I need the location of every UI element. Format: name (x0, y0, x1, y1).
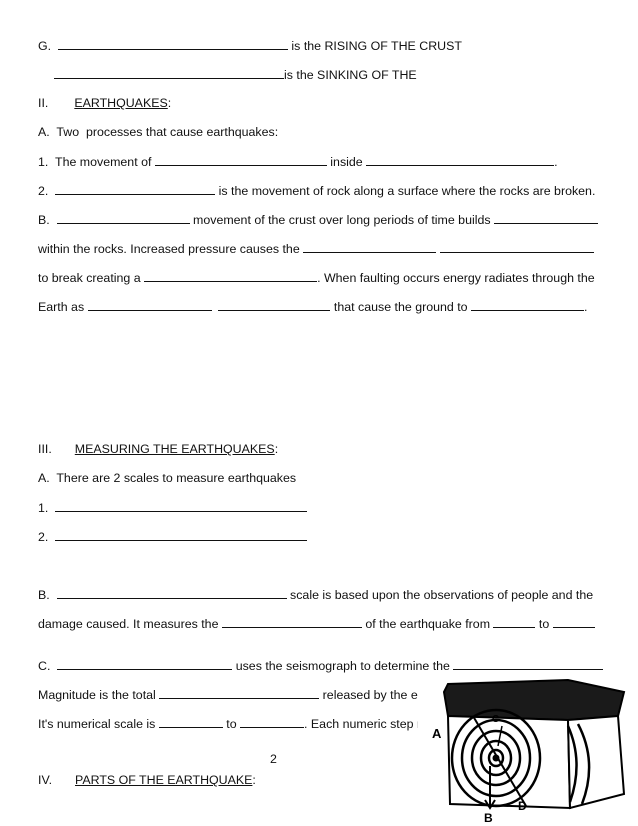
ii-b2-blank-b[interactable] (440, 240, 594, 253)
iii-b2-line (38, 615, 595, 632)
g-rising-text: is the RISING OF THE CRUST (287, 39, 462, 53)
colon: : (274, 442, 279, 456)
ii-2-line (38, 182, 595, 199)
ii-b4-prefix: Earth as (38, 300, 88, 314)
ii-b-line (38, 211, 598, 228)
ii-b-blank-b[interactable] (494, 211, 598, 224)
ii-1-blank-b[interactable] (366, 153, 554, 166)
label-d: D (518, 799, 527, 813)
magnitude-prefix: Magnitude is the total (38, 688, 160, 702)
label-c: C (492, 714, 500, 725)
g-rising-line (38, 37, 462, 54)
iii-2-line (38, 528, 307, 545)
iii-b2-mid: of the earthquake from (361, 617, 494, 631)
ii-1-blank-a[interactable] (155, 153, 327, 166)
section-iii-numeral: III. (38, 442, 52, 456)
iii-1-prefix: 1. (38, 501, 56, 515)
label-a: A (432, 726, 442, 741)
numerical-scale-line (38, 715, 428, 732)
iii-c-prefix: C. (38, 659, 58, 673)
section-ii-numeral: II. (38, 96, 49, 110)
ii-1-end: . (554, 155, 558, 169)
iii-b-line (38, 586, 593, 603)
numerical-blank-a[interactable] (159, 715, 223, 728)
ii-b-prefix: B. (38, 213, 57, 227)
numerical-text: . Each numeric step re (304, 717, 428, 731)
g-sinking-line (54, 66, 417, 83)
iii-c-blank-b[interactable] (453, 657, 603, 670)
magnitude-line (38, 686, 425, 703)
iii-c-line (38, 657, 603, 674)
focus-point (493, 755, 500, 762)
ii-1-prefix: 1. The movement of (38, 155, 155, 169)
measuring-heading: MEASURING THE EARTHQUAKES (74, 442, 275, 456)
iii-1-blank[interactable] (55, 499, 307, 512)
colon: : (167, 96, 172, 110)
ii-b4-line (38, 298, 587, 315)
ii-2-text: is the movement of rock along a surface where the rocks are broken. (215, 184, 596, 198)
iii-2-prefix: 2. (38, 530, 56, 544)
iii-2-blank[interactable] (55, 528, 307, 541)
section-iv-heading (38, 772, 256, 788)
ii-1-line (38, 153, 558, 170)
iii-b-text: scale is based upon the observations of people and the (286, 588, 594, 602)
iii-b2-blank-b[interactable] (493, 615, 535, 628)
g-sinking-blank[interactable] (54, 66, 284, 79)
ii-b-text: movement of the crust over long periods of time builds (189, 213, 494, 227)
magnitude-text: released by the ea (319, 688, 425, 702)
ii-b2-blank-a[interactable] (303, 240, 436, 253)
section-iv-numeral: IV. (38, 773, 53, 787)
iii-b2-prefix: damage caused. It measures the (38, 617, 222, 631)
iii-1-line (38, 499, 307, 516)
ii-b4-mid: that cause the ground to (330, 300, 472, 314)
ii-b4-blank-a[interactable] (88, 298, 212, 311)
ii-2-prefix: 2. (38, 184, 56, 198)
ii-b2-text: within the rocks. Increased pressure causes the (38, 242, 304, 256)
ii-b4-blank-c[interactable] (471, 298, 584, 311)
iii-c-text: uses the seismograph to determine the (232, 659, 454, 673)
earthquake-diagram (418, 676, 633, 826)
section-ii-heading (38, 95, 171, 111)
numerical-prefix: It's numerical scale is (38, 717, 159, 731)
ii-b2-line (38, 240, 594, 257)
ii-2-blank[interactable] (55, 182, 215, 195)
ii-b3-prefix: to break creating a (38, 271, 145, 285)
crust-surface (444, 680, 624, 720)
iii-b-prefix: B. (38, 588, 57, 602)
iii-a-line: A. There are 2 scales to measure earthquakes (38, 471, 297, 485)
ii-b3-blank[interactable] (144, 269, 317, 282)
iii-c-blank-a[interactable] (57, 657, 232, 670)
ii-1-mid: inside (326, 155, 367, 169)
page-number: 2 (270, 752, 277, 766)
colon: : (252, 773, 256, 787)
numerical-blank-b[interactable] (240, 715, 304, 728)
earthquakes-heading: EARTHQUAKES (74, 96, 168, 110)
ii-b4-end: . (584, 300, 588, 314)
g-rising-blank[interactable] (58, 37, 288, 50)
numerical-to: to (222, 717, 241, 731)
iii-b2-to: to (535, 617, 553, 631)
section-iii-heading (38, 441, 278, 457)
g-sinking-text: is the SINKING OF THE (284, 68, 417, 82)
magnitude-blank[interactable] (159, 686, 319, 699)
ii-b3-text: . When faulting occurs energy radiates through the (317, 271, 595, 285)
iii-b-blank[interactable] (57, 586, 287, 599)
parts-heading: PARTS OF THE EARTHQUAKE (75, 773, 253, 787)
iii-b2-blank-c[interactable] (553, 615, 595, 628)
iii-b2-blank-a[interactable] (222, 615, 362, 628)
label-b: B (484, 811, 493, 825)
g-marker: G. (38, 39, 52, 53)
ii-b3-line (38, 269, 595, 286)
ii-a-line: A. Two processes that cause earthquakes: (38, 125, 279, 139)
ii-b-blank-a[interactable] (57, 211, 190, 224)
ii-b4-blank-b[interactable] (218, 298, 330, 311)
